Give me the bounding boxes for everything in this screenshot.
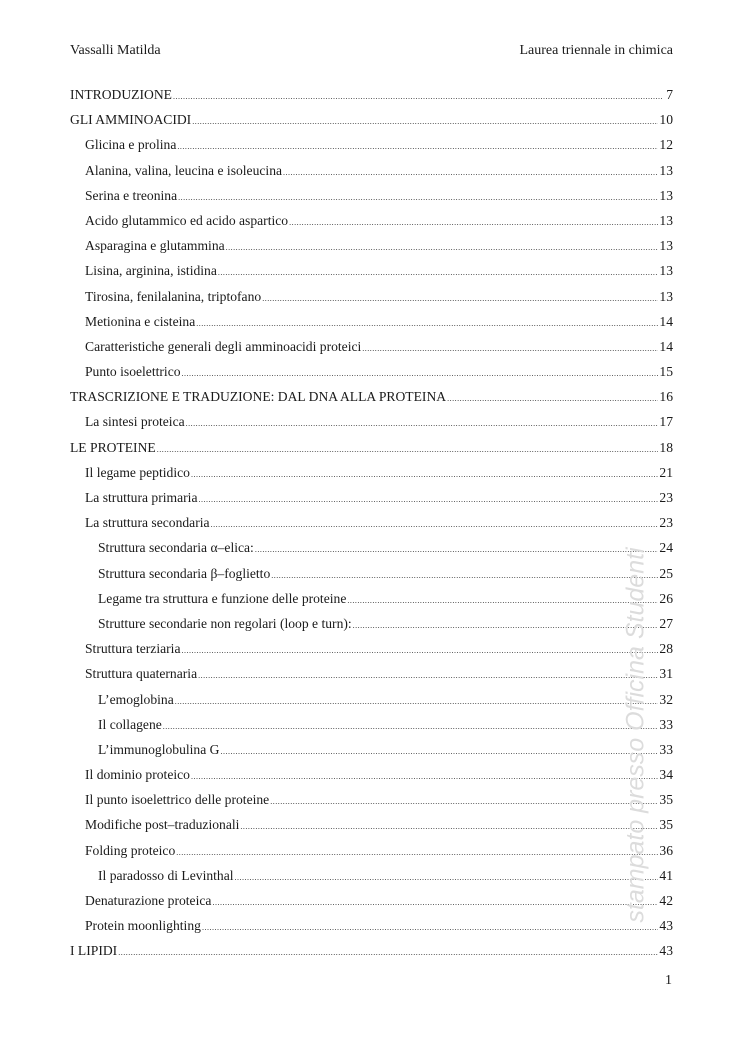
- toc-entry[interactable]: [70, 893, 673, 918]
- table-of-contents: [70, 87, 673, 969]
- toc-leader-dots: [289, 218, 658, 227]
- toc-entry-title: L’emoglobina: [98, 691, 174, 707]
- toc-entry-page: 18: [659, 439, 673, 455]
- toc-entry-page: 32: [659, 691, 673, 707]
- toc-entry[interactable]: [70, 263, 673, 288]
- toc-entry[interactable]: [70, 566, 673, 591]
- toc-entry-title: Lisina, arginina, istidina: [85, 263, 217, 279]
- toc-entry-title: Il legame peptidico: [85, 464, 190, 480]
- toc-entry[interactable]: [70, 213, 673, 238]
- toc-entry[interactable]: [70, 817, 673, 842]
- toc-entry[interactable]: [70, 868, 673, 893]
- toc-leader-dots: [182, 369, 659, 378]
- toc-entry-title: Legame tra struttura e funzione delle proteine: [98, 590, 347, 606]
- toc-entry[interactable]: [70, 943, 673, 968]
- toc-entry-title: TRASCRIZIONE E TRADUZIONE: DAL DNA ALLA PROTEINA: [70, 389, 447, 405]
- toc-entry-page: 13: [659, 288, 673, 304]
- toc-entry-title: La sintesi proteica: [85, 414, 185, 430]
- toc-entry[interactable]: [70, 414, 673, 439]
- toc-entry[interactable]: [70, 666, 673, 691]
- toc-leader-dots: [262, 294, 658, 303]
- page-number: 1: [665, 973, 672, 988]
- toc-leader-dots: [235, 873, 659, 882]
- toc-entry-page: 33: [659, 741, 673, 757]
- toc-leader-dots: [347, 596, 658, 605]
- toc-entry-page: 34: [659, 767, 673, 783]
- toc-entry-title: La struttura primaria: [85, 490, 198, 505]
- toc-entry-title: Modifiche post–traduzionali: [85, 817, 240, 833]
- toc-entry-title: Serina e treonina: [85, 187, 178, 203]
- toc-entry[interactable]: [70, 515, 673, 540]
- toc-entry[interactable]: [70, 742, 673, 767]
- toc-leader-dots: [212, 898, 658, 907]
- toc-entry[interactable]: [70, 591, 673, 616]
- toc-leader-dots: [196, 319, 658, 328]
- toc-entry-page: 43: [659, 943, 673, 959]
- toc-leader-dots: [240, 822, 658, 831]
- toc-entry-page: 23: [659, 490, 673, 505]
- toc-entry-page: 21: [659, 464, 673, 480]
- toc-entry-page: 24: [659, 540, 673, 556]
- toc-entry[interactable]: [70, 692, 673, 717]
- toc-entry-page: 14: [659, 338, 673, 354]
- toc-entry-page: 23: [659, 515, 673, 531]
- toc-entry-page: 14: [659, 313, 673, 329]
- toc-entry-page: 42: [659, 893, 673, 908]
- toc-leader-dots: [270, 797, 658, 806]
- toc-entry-page: 31: [659, 666, 673, 682]
- toc-leader-dots: [191, 772, 658, 781]
- toc-entry-page: 36: [659, 842, 673, 858]
- toc-leader-dots: [173, 92, 662, 101]
- toc-leader-dots: [191, 470, 658, 479]
- toc-entry-page: 17: [659, 414, 673, 430]
- toc-entry[interactable]: [70, 792, 673, 817]
- toc-entry-page: 13: [659, 263, 673, 279]
- toc-entry[interactable]: [70, 238, 673, 263]
- toc-leader-dots: [362, 344, 658, 353]
- toc-entry[interactable]: [70, 540, 673, 565]
- toc-leader-dots: [220, 747, 658, 756]
- toc-entry-page: 28: [659, 641, 673, 657]
- toc-entry-page: 26: [659, 590, 673, 606]
- toc-entry[interactable]: [70, 843, 673, 868]
- toc-entry-title: Struttura terziaria: [85, 641, 181, 657]
- toc-entry-title: Acido glutammico ed acido aspartico: [85, 212, 289, 228]
- toc-entry[interactable]: [70, 314, 673, 339]
- toc-entry-page: 35: [659, 817, 673, 833]
- toc-entry[interactable]: [70, 188, 673, 213]
- toc-entry[interactable]: [70, 717, 673, 742]
- toc-entry-page: 35: [659, 792, 673, 808]
- toc-entry-title: GLI AMMINOACIDI: [70, 112, 192, 128]
- toc-entry-title: Folding proteico: [85, 842, 176, 858]
- toc-entry-title: LE PROTEINE: [70, 439, 156, 455]
- toc-leader-dots: [182, 646, 659, 655]
- toc-leader-dots: [283, 168, 658, 177]
- header-author: Vassalli Matilda: [70, 43, 161, 58]
- toc-entry-title: Il collagene: [98, 716, 162, 732]
- toc-entry-title: Struttura secondaria β–foglietto: [98, 565, 271, 581]
- toc-entry-title: Tirosina, fenilalanina, triptofano: [85, 288, 262, 304]
- toc-leader-dots: [177, 142, 658, 151]
- toc-leader-dots: [447, 394, 658, 403]
- toc-entry-title: Il dominio proteico: [85, 767, 190, 783]
- toc-entry[interactable]: [70, 641, 673, 666]
- toc-entry-page: 25: [659, 565, 673, 581]
- toc-entry[interactable]: [70, 767, 673, 792]
- toc-leader-dots: [163, 722, 659, 731]
- toc-entry-title: La struttura secondaria: [85, 515, 210, 531]
- toc-entry-title: Protein moonlighting: [85, 918, 201, 934]
- toc-leader-dots: [218, 268, 659, 277]
- toc-entry-page: 43: [659, 918, 673, 934]
- toc-entry-page: 13: [659, 187, 673, 203]
- toc-entry[interactable]: [70, 163, 673, 188]
- toc-leader-dots: [255, 545, 659, 554]
- toc-entry-title: Alanina, valina, leucina e isoleucina: [85, 162, 283, 178]
- toc-entry[interactable]: [70, 289, 673, 314]
- toc-entry[interactable]: [70, 490, 673, 515]
- toc-leader-dots: [226, 243, 659, 252]
- toc-entry-page: 12: [659, 137, 673, 153]
- toc-entry-title: Asparagina e glutammina: [85, 238, 225, 254]
- toc-entry[interactable]: [70, 364, 673, 389]
- toc-leader-dots: [202, 923, 658, 932]
- toc-leader-dots: [118, 948, 658, 957]
- toc-entry-page: 27: [659, 615, 673, 631]
- toc-leader-dots: [192, 117, 658, 126]
- toc-entry-page: 7: [666, 87, 673, 102]
- toc-entry[interactable]: [70, 339, 673, 364]
- toc-leader-dots: [198, 495, 658, 504]
- toc-leader-dots: [175, 697, 659, 706]
- toc-entry-title: Punto isoelettrico: [85, 364, 181, 380]
- toc-leader-dots: [353, 621, 659, 630]
- toc-entry-title: Denaturazione proteica: [85, 893, 212, 908]
- toc-entry-title: Struttura quaternaria: [85, 666, 198, 682]
- toc-entry-page: 41: [659, 867, 673, 883]
- toc-entry-title: Glicina e prolina: [85, 137, 177, 153]
- toc-entry[interactable]: [70, 389, 673, 414]
- toc-entry[interactable]: [70, 440, 673, 465]
- toc-entry-title: Strutture secondarie non regolari (loop e turn):: [98, 615, 352, 631]
- toc-leader-dots: [198, 671, 658, 680]
- header-course: Laurea triennale in chimica: [519, 43, 673, 58]
- toc-entry[interactable]: [70, 137, 673, 162]
- toc-entry-page: 33: [659, 716, 673, 732]
- toc-entry-title: Caratteristiche generali degli amminoacidi proteici: [85, 338, 362, 354]
- toc-entry-title: Il paradosso di Levinthal: [98, 867, 234, 883]
- toc-leader-dots: [271, 571, 658, 580]
- toc-entry-page: 13: [659, 212, 673, 228]
- toc-entry[interactable]: [70, 465, 673, 490]
- toc-entry-title: Struttura secondaria α–elica:: [98, 540, 254, 556]
- toc-entry-title: INTRODUZIONE: [70, 87, 172, 102]
- toc-entry-page: 15: [659, 364, 673, 380]
- toc-entry[interactable]: [70, 918, 673, 943]
- toc-entry-page: 13: [659, 238, 673, 254]
- watermark: stampato presso Officina Studenti: [621, 547, 650, 923]
- toc-leader-dots: [211, 520, 659, 529]
- toc-entry-title: I LIPIDI: [70, 943, 118, 959]
- toc-entry-page: 13: [659, 162, 673, 178]
- toc-entry-title: Metionina e cisteina: [85, 313, 196, 329]
- toc-leader-dots: [176, 848, 658, 857]
- toc-entry-title: L’immunoglobulina G: [98, 741, 220, 757]
- toc-entry[interactable]: [70, 616, 673, 641]
- toc-entry[interactable]: [70, 112, 673, 137]
- toc-leader-dots: [178, 193, 658, 202]
- toc-entry-title: Il punto isoelettrico delle proteine: [85, 792, 270, 808]
- toc-leader-dots: [157, 445, 659, 454]
- toc-entry-page: 10: [659, 112, 673, 128]
- toc-entry-page: 16: [659, 389, 673, 405]
- toc-leader-dots: [186, 419, 659, 428]
- toc-entry[interactable]: [70, 87, 673, 112]
